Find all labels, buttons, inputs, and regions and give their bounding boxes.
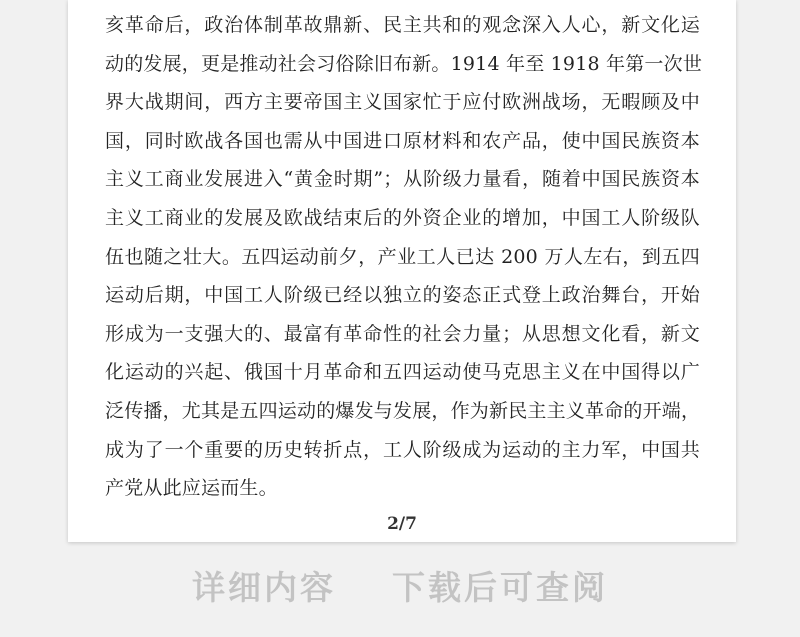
document-page <box>68 0 736 542</box>
text-line: 产党从此应运而生。 <box>105 477 278 500</box>
download-link[interactable]: 下载后可查阅 <box>392 567 608 607</box>
footer-bar <box>0 560 800 610</box>
text-line: 国，同时欧战各国也需从中国进口原材料和农产品，使中国民族资本 <box>105 129 700 152</box>
text-line: 运动后期，中国工人阶级已经以独立的姿态正式登上政治舞台，开始 <box>105 284 700 307</box>
text-line: 界大战期间，西方主要帝国主义国家忙于应付欧洲战场，无暇顾及中 <box>105 91 700 114</box>
text-line: 主义工商业发展进入“黄金时期”；从阶级力量看，随着中国民族资本 <box>105 168 700 191</box>
text-line: 动的发展，更是推动社会习俗除旧布新。1914 年至 1918 年第一次世 <box>105 52 703 75</box>
body-paragraph <box>105 6 703 508</box>
page-number: 2/7 <box>387 514 417 534</box>
text-line: 成为了一个重要的历史转折点，工人阶级成为运动的主力军，中国共 <box>105 438 700 461</box>
text-line: 化运动的兴起、俄国十月革命和五四运动使马克思主义在中国得以广 <box>105 361 700 384</box>
text-line: 泛传播，尤其是五四运动的爆发与发展，作为新民主主义革命的开端， <box>105 399 701 422</box>
details-link[interactable]: 详细内容 <box>192 567 336 607</box>
text-line: 伍也随之壮大。五四运动前夕，产业工人已达 200 万人左右，到五四 <box>105 245 700 268</box>
text-line: 亥革命后，政治体制革故鼎新、民主共和的观念深入人心，新文化运 <box>105 14 700 36</box>
text-line: 形成为一支强大的、最富有革命性的社会力量；从思想文化看，新文 <box>105 322 700 345</box>
text-line: 主义工商业的发展及欧战结束后的外资企业的增加，中国工人阶级队 <box>105 206 700 229</box>
